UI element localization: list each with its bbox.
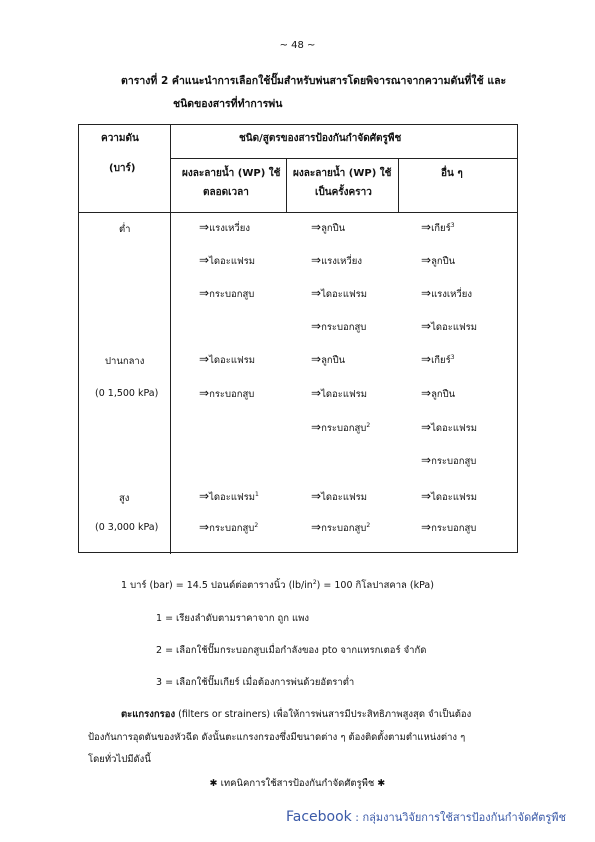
arrow-icon: ⇒ (199, 253, 210, 267)
pump-cell-r7-c2 (311, 420, 370, 436)
pump-cell-r7-c3 (421, 420, 477, 436)
footer-title: ✱ เทคนิคการใช้สารป้องกันกำจัดศัตรูพืช ✱ (209, 778, 386, 789)
arrow-icon: ⇒ (421, 220, 432, 234)
header-wp-always-l1: ผงละลายน้ำ (WP) ใช้ (182, 168, 281, 179)
pump-name: กระบอกสูบ (321, 322, 367, 333)
pump-cell-r1-c3 (421, 220, 455, 236)
pump-name: ไดอะแฟรม (431, 322, 478, 333)
footnote-2: 2 = เลือกใช้ปั๊มกระบอกสูบเมื่อกำลังของ pto จากแทรกเตอร์ จำกัด (156, 645, 427, 656)
header-wp-sometimes-l2: เป็นครั้งคราว (315, 187, 372, 198)
pump-name: ไดอะแฟรม (209, 355, 256, 366)
arrow-icon: ⇒ (311, 386, 322, 400)
pump-cell-r4-c2 (311, 319, 366, 335)
pump-cell-r9-c3 (421, 489, 477, 505)
pump-name: แรงเหวี่ยง (321, 256, 362, 267)
table-caption-line2: ชนิดของสารที่ทำการพ่น (173, 98, 283, 110)
arrow-icon: ⇒ (199, 352, 210, 366)
pump-name: ลูกปืน (431, 389, 456, 400)
arrow-icon: ⇒ (311, 489, 322, 503)
pump-cell-r2-c3 (421, 253, 455, 269)
filters-paragraph-line1: ตะแกรงกรอง (filters or strainers) เพื่อให้การพ่นสารมีประสิทธิภาพสูงสุด จำเป็นต้อง (121, 709, 472, 720)
header-wp-sometimes-l1: ผงละลายน้ำ (WP) ใช้ (293, 168, 392, 179)
arrow-icon: ⇒ (421, 489, 432, 503)
pump-selection-table (78, 124, 518, 553)
pump-name: กระบอกสูบ (321, 423, 367, 434)
pump-cell-r5-c3 (421, 352, 455, 368)
header-others: อื่น ๆ (441, 168, 463, 179)
pump-name: ลูกปืน (321, 223, 346, 234)
arrow-icon: ⇒ (311, 319, 322, 333)
footnote-1: 1 = เรียงลำดับตามราคาจาก ถูก แพง (156, 613, 310, 624)
pump-cell-r10-c3 (421, 520, 476, 536)
pump-cell-r3-c1 (199, 286, 254, 302)
pump-cell-r1-c1 (199, 220, 250, 236)
pump-name: แรงเหวี่ยง (209, 223, 250, 234)
arrow-icon: ⇒ (421, 319, 432, 333)
arrow-icon: ⇒ (199, 286, 210, 300)
pump-name: กระบอกสูบ (209, 289, 255, 300)
arrow-icon: ⇒ (311, 520, 322, 534)
arrow-icon: ⇒ (199, 220, 210, 234)
header-wp-always-l2: ตลอดเวลา (203, 187, 249, 198)
pump-cell-r6-c2 (311, 386, 367, 402)
pump-cell-r2-c2 (311, 253, 362, 269)
header-pressure: ความดัน (101, 133, 139, 144)
pump-name: กระบอกสูบ (321, 523, 367, 534)
footnote-ref: 2 (366, 421, 371, 429)
arrow-icon: ⇒ (199, 386, 210, 400)
arrow-icon: ⇒ (421, 352, 432, 366)
arrow-icon: ⇒ (311, 420, 322, 434)
pump-cell-r9-c1 (199, 489, 259, 505)
pump-cell-r2-c1 (199, 253, 255, 269)
filters-paragraph-line2: ป้องกันการอุดตันของหัวฉีด ดังนั้นตะแกรงกรองซึ่งมีขนาดต่าง ๆ ต้องติดตั้งตามตำแหน่งต่าง ๆ (88, 732, 466, 743)
pump-cell-r5-c1 (199, 352, 255, 368)
pump-cell-r4-c3 (421, 319, 477, 335)
header-pressure-unit: (บาร์) (109, 163, 136, 174)
pump-cell-r3-c3 (421, 286, 472, 302)
filters-paragraph-line3: โดยทั่วไปมีดังนี้ (88, 754, 151, 765)
arrow-icon: ⇒ (311, 253, 322, 267)
pump-cell-r6-c1 (199, 386, 254, 402)
arrow-icon: ⇒ (421, 520, 432, 534)
pump-name: ไดอะแฟรม (209, 256, 256, 267)
pump-name: ลูกปืน (431, 256, 456, 267)
table-caption-line1: ตารางที่ 2 คำแนะนำการเลือกใช้ปั๊มสำหรับพ่นสารโดยพิจารณาจากความดันที่ใช้ และ (121, 75, 507, 87)
pressure-low: ต่ำ (119, 224, 131, 235)
page-number: ~ 48 ~ (279, 40, 316, 51)
unit-conversion-note: 1 บาร์ (bar) = 14.5 ปอนด์ต่อตารางนิ้ว $(lb/in^2) = 100$ กิโลปาสคาล (kPa) (121, 578, 434, 591)
arrow-icon: ⇒ (311, 352, 322, 366)
arrow-icon: ⇒ (421, 286, 432, 300)
pressure-high: สูง (119, 493, 130, 504)
pump-cell-r6-c3 (421, 386, 455, 402)
pump-name: กระบอกสูบ (209, 523, 255, 534)
pump-cell-r1-c2 (311, 220, 345, 236)
pressure-medium-range: (0 1,500 kPa) (95, 388, 159, 399)
footnote-ref: 2 (254, 521, 259, 529)
pump-cell-r8-c3 (421, 453, 476, 469)
pump-name: กระบอกสูบ (431, 456, 477, 467)
footnote-ref: 3 (450, 353, 455, 361)
arrow-icon: ⇒ (421, 253, 432, 267)
pump-cell-r9-c2 (311, 489, 367, 505)
pump-name: ลูกปืน (321, 355, 346, 366)
pump-name: ไดอะแฟรม (431, 423, 478, 434)
arrow-icon: ⇒ (421, 386, 432, 400)
arrow-icon: ⇒ (311, 286, 322, 300)
pump-name: ไดอะแฟรม (321, 289, 368, 300)
pump-cell-r3-c2 (311, 286, 367, 302)
arrow-icon: ⇒ (421, 420, 432, 434)
arrow-icon: ⇒ (311, 220, 322, 234)
pump-name: ไดอะแฟรม (321, 389, 368, 400)
pump-name: แรงเหวี่ยง (431, 289, 472, 300)
arrow-icon: ⇒ (199, 489, 210, 503)
pump-name: เกียร์ (431, 223, 451, 234)
pump-name: ไดอะแฟรม (209, 492, 256, 503)
pressure-high-range: (0 3,000 kPa) (95, 522, 159, 533)
footnote-ref: 1 (255, 490, 259, 498)
pump-name: เกียร์ (431, 355, 451, 366)
pump-name: ไดอะแฟรม (431, 492, 478, 503)
pump-cell-r10-c1 (199, 520, 258, 536)
pump-name: ไดอะแฟรม (321, 492, 368, 503)
pump-cell-r10-c2 (311, 520, 370, 536)
pump-name: กระบอกสูบ (209, 389, 255, 400)
facebook-credit: Facebook : กลุ่มงานวิจัยการใช้สารป้องกันกำจัดศัตรูพืช (286, 809, 566, 825)
footnote-ref: 3 (450, 221, 455, 229)
pump-name: กระบอกสูบ (431, 523, 477, 534)
footnote-ref: 2 (366, 521, 371, 529)
arrow-icon: ⇒ (421, 453, 432, 467)
header-chemical-type: ชนิด/สูตรของสารป้องกันกำจัดศัตรูพืช (239, 133, 402, 144)
footnote-3: 3 = เลือกใช้ปั๊มเกียร์ เมื่อต้องการพ่นด้วยอัตราต่ำ (156, 677, 355, 688)
pressure-medium: ปานกลาง (105, 356, 145, 367)
pump-cell-r5-c2 (311, 352, 345, 368)
arrow-icon: ⇒ (199, 520, 210, 534)
